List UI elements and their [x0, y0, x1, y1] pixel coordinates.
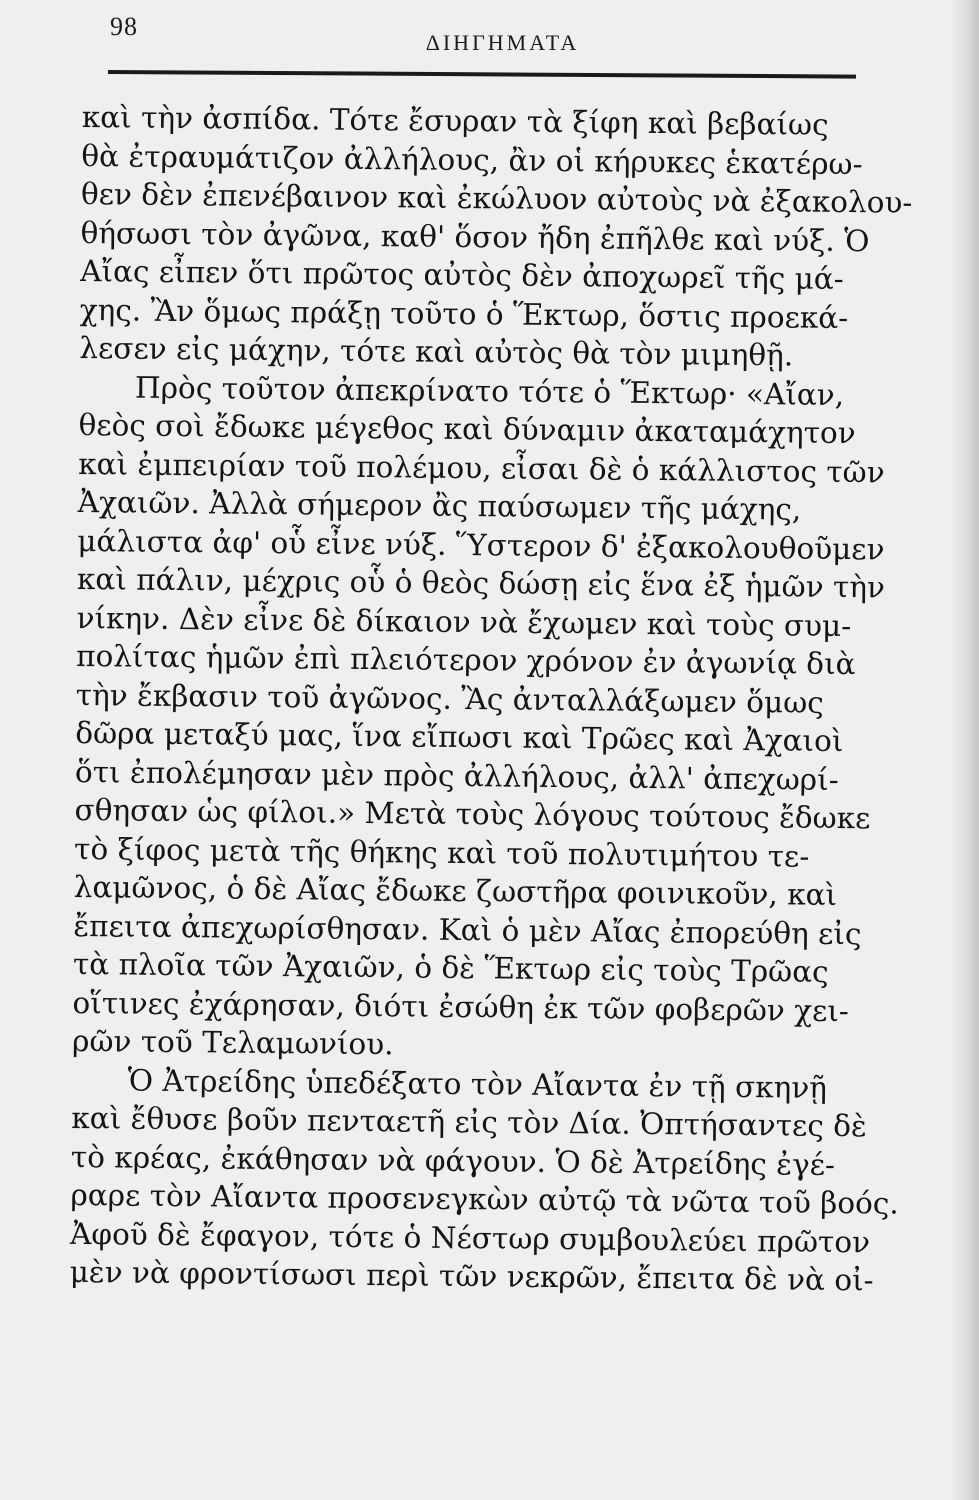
text-line: τὰ πλοῖα τῶν Ἀχαιῶν, ὁ δὲ Ἕκτωρ εἰς τοὺς Τρῶας: [72, 946, 829, 989]
text-line: νίκην. Δὲν εἶνε δὲ δίκαιον νὰ ἔχωμεν καὶ τοὺς συμ-: [76, 600, 852, 643]
body-text: [69, 98, 913, 1299]
text-line: σθησαν ὡς φίλοι.» Μετὰ τοὺς λόγους τούτους ἔδωκε: [74, 792, 871, 836]
text-line: θὰ ἐτραυμάτιζον ἀλλήλους, ἂν οἱ κήρυκες ἑκατέρω-: [81, 138, 863, 181]
text-line: Ἀφοῦ δὲ ἔφαγον, τότε ὁ Νέστωρ συμβουλεύει πρῶτον: [69, 1216, 871, 1259]
text-line: θεὸς σοὶ ἔδωκε μέγεθος καὶ δύναμιν ἀκαταμάχητον: [78, 407, 856, 451]
paragraph-1: [79, 98, 913, 376]
text-line: καὶ ἐμπειρίαν τοῦ πολέμου, εἶσαι δὲ ὁ κάλλιστος τῶν: [77, 446, 885, 489]
text-line: ραρε τὸν Αἴαντα προσενεγκὼν αὐτῷ τὰ νῶτα τοῦ βοός.: [70, 1177, 899, 1221]
text-line: πολίτας ἡμῶν ἐπὶ πλειότερον χρόνον ἐν ἀγωνίᾳ διὰ: [75, 638, 856, 682]
text-line: δῶρα μεταξύ μας, ἵνα εἴπωσι καὶ Τρῶες καὶ Ἀχαιοὶ: [75, 715, 844, 759]
text-line: Πρὸς τοῦτον ἀπεκρίνατο τότε ὁ Ἕκτωρ· «Αἴαν,: [134, 370, 845, 412]
text-line: λαμῶνος, ὁ δὲ Αἴας ἔδωκε ζωστῆρα φοινικοῦν, καὶ: [73, 869, 838, 912]
page-header: [110, 12, 855, 64]
text-line: χης. Ἂν ὅμως πράξῃ τοῦτο ὁ Ἕκτωρ, ὅστις προεκά-: [79, 292, 849, 335]
text-line: λεσεν εἰς μάχην, τότε καὶ αὐτὸς θὰ τὸν μιμηθῇ.: [79, 330, 794, 373]
text-line: καὶ πάλιν, μέχρις οὗ ὁ θεὸς δώσῃ εἰς ἕνα ἐξ ἡμῶν τὴν: [76, 561, 886, 605]
paragraph-3: [69, 1060, 899, 1299]
text-line: τὸ κρέας, ἐκάθησαν νὰ φάγουν. Ὁ δὲ Ἀτρείδης ἐγέ-: [70, 1139, 836, 1182]
text-line: Ὁ Ἀτρείδης ὑπεδέξατο τὸν Αἴαντα ἐν τῇ σκηνῇ: [127, 1063, 828, 1105]
text-line: θήσωσι τὸν ἀγῶνα, καθ' ὅσον ἤδη ἐπῆλθε καὶ νύξ. Ὁ: [80, 215, 870, 258]
text-line: τὸ ξίφος μετὰ τῆς θήκης καὶ τοῦ πολυτιμήτου τε-: [73, 831, 810, 874]
text-line: ἔπειτα ἀπεχωρίσθησαν. Καὶ ὁ μὲν Αἴας ἐπορεύθη εἰς: [73, 908, 862, 951]
text-line: Ἀχαιῶν. Ἀλλὰ σήμερον ἂς παύσωμεν τῆς μάχης,: [77, 484, 802, 527]
page-edge-shadow: [949, 0, 979, 1500]
running-title: ΔΙΗΓΗΜΑΤΑ: [425, 30, 580, 55]
text-line: καὶ τὴν ἀσπίδα. Τότε ἔσυραν τὰ ξίφη καὶ βεβαίως: [81, 99, 829, 142]
page-number: 98: [110, 12, 138, 41]
text-line: μὲν νὰ φροντίσωσι περὶ τῶν νεκρῶν, ἔπειτα δὲ νὰ οἰ-: [69, 1254, 874, 1298]
text-line: θεν δὲν ἐπενέβαινον καὶ ἐκώλυον αὐτοὺς νὰ ἐξακολου-: [80, 176, 913, 220]
text-line: ὅτι ἐπολέμησαν μὲν πρὸς ἀλλήλους, ἀλλ' ἀπεχωρί-: [74, 754, 839, 797]
header-rule: [108, 70, 856, 79]
text-line: οἵτινες ἐχάρησαν, διότι ἐσώθη ἐκ τῶν φοβερῶν χει-: [72, 985, 850, 1028]
text-line: ρῶν τοῦ Τελαμωνίου.: [71, 1023, 394, 1062]
text-line: τὴν ἔκβασιν τοῦ ἀγῶνος. Ἂς ἀνταλλάξωμεν ὅμως: [75, 677, 824, 720]
text-line: Αἴας εἶπεν ὅτι πρῶτος αὐτὸς δὲν ἀποχωρεῖ τῆς μά-: [80, 253, 844, 296]
paragraph-2: [71, 367, 886, 1068]
text-line: καὶ ἔθυσε βοῦν πενταετῆ εἰς τὸν Δία. Ὀπτήσαντες δὲ: [71, 1100, 867, 1144]
text-line: μάλιστα ἀφ' οὗ εἶνε νύξ. Ὕστερον δ' ἐξακολουθοῦμεν: [77, 523, 885, 566]
